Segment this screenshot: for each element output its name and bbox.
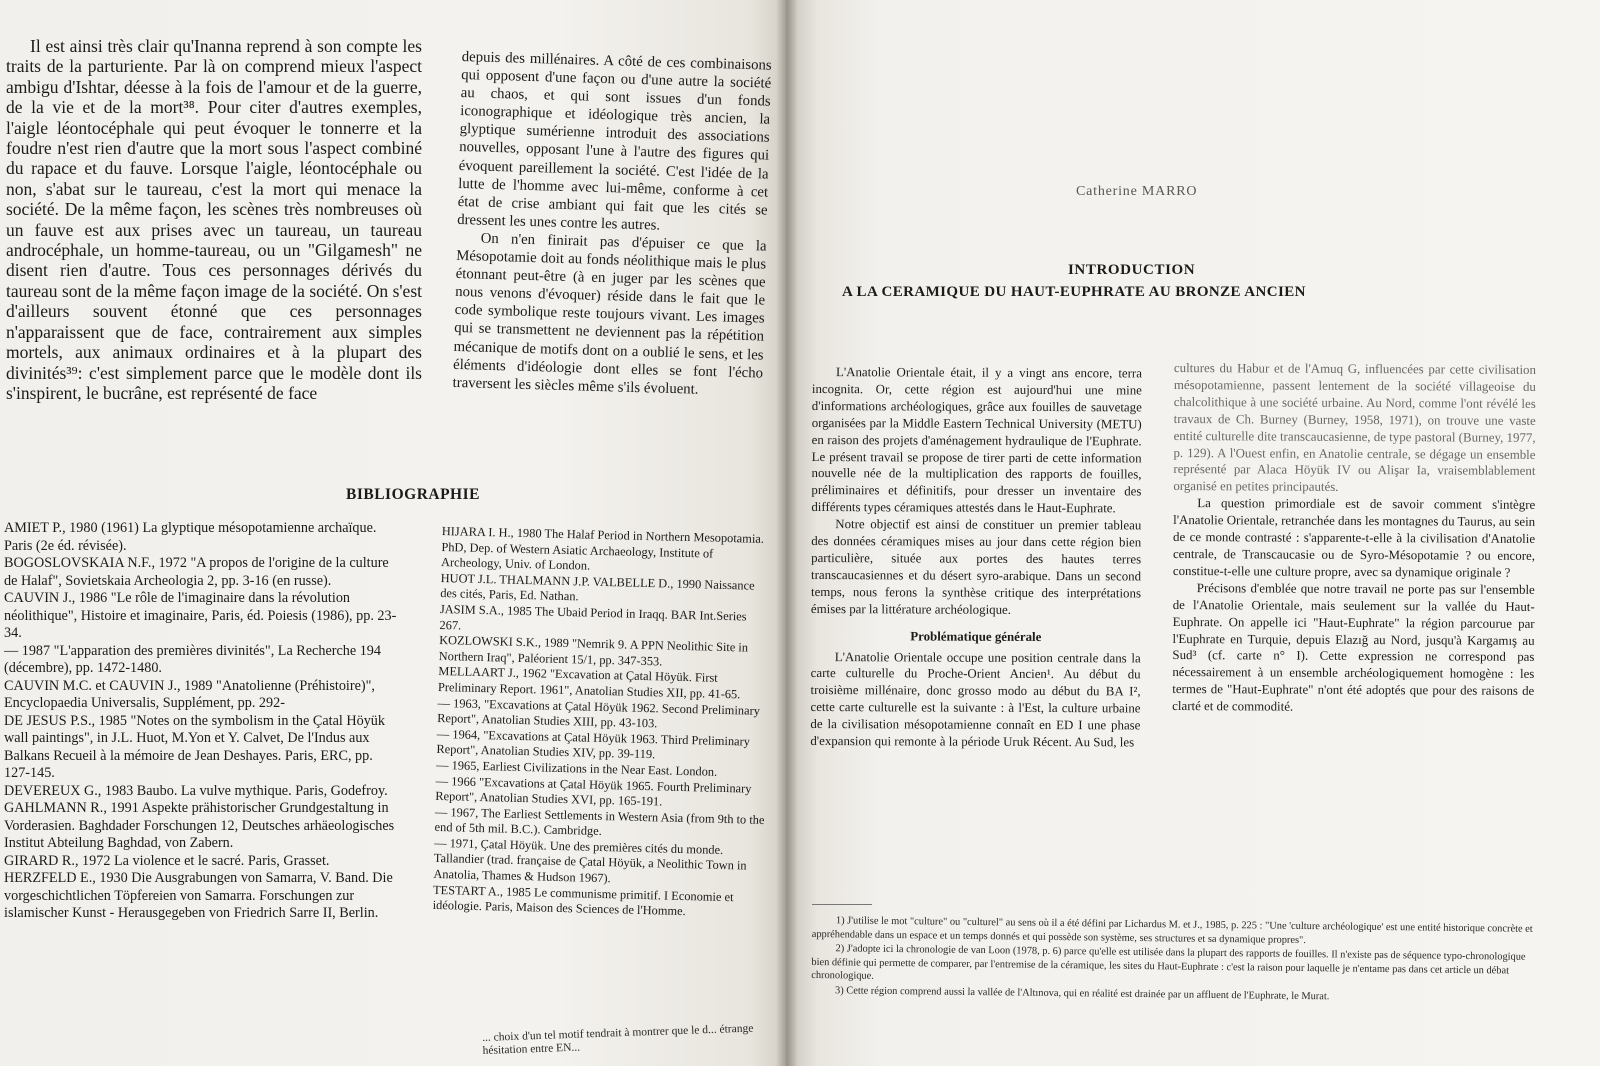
book-gutter xyxy=(776,0,798,1066)
footnotes xyxy=(811,914,1542,1007)
paragraph: L'Anatolie Orientale occupe une position centrale dans la carte culturelle du Proche-Orient Ancien¹. Au début du troisième millénaire, donc grosso modo au début du BA I², cette carte culturelle est la suivante : à l'Est, la culture urbaine de la civilisation mésopotamienne connaît en ED I une phase d'expansion qui remonte à la période Uruk Récent. Au Sud, les xyxy=(810,649,1141,750)
paragraph: cultures du Habur et de l'Amuq G, influencées par cette civilisation mésopotamienne, passent lentement de la société villageoise du chalcolithique à une société urbaine. Au Nord, comme l'ont révélé les travaux de Ch. Burney (Burney, 1958, 1971), on trouve une vaste entité culturelle dite transcaucasienne, de type pastoral (Burney, 1977, p. 129). A l'Ouest enfin, en Anatolie centrale, se dégage un ensemble représenté par Alaca Höyük IV ou Alişar Ia, vraisemblablement organisé en petites principautés. xyxy=(1173,361,1536,495)
bib-entry: — 1965, Earliest Civilizations in the Near East. London. xyxy=(435,757,718,779)
footnote: 2) J'adopte ici la chronologie de van Loon (1978, p. 6) parce qu'elle est utilisée dans la plupart des rapports de fouilles. Il n'existe pas de séquence typo-chronologique bien définie qui permette de comparer, par l'entremise de la céramique, les sites du Haut-Euphrate : c'est la raison pour laquelle je n'entame pas dans cet article un débat chronologique. xyxy=(811,943,1526,983)
paragraph: L'Anatolie Orientale était, il y a vingt ans encore, terra incognita. Or, cette région est aujourd'hui une mine d'informations archéologiques, grâce aux fouilles de sauvetage organisées par la Middle Eastern Technical University (METU) en raison des projets d'aménagement hydraulique de l'Euphrate. Le présent travail se propose de tirer parti de cette information nouvelle née de la multiplication des rapports de fouilles, préliminaires et définitifs, pour dresser un inventaire des différents types céramiques attestés dans le Haut-Euphrate. xyxy=(811,365,1142,516)
left-body-column-1 xyxy=(6,36,422,403)
bib-entry: CAUVIN M.C. et CAUVIN J., 1989 "Anatolienne (Préhistoire)", Encyclopaedia Universalis, Supplément, pp. 292- xyxy=(4,677,375,711)
bib-entry: AMIET P., 1980 (1961) La glyptique mésopotamienne archaïque. Paris (2e éd. révisée). xyxy=(4,520,377,554)
left-page xyxy=(0,0,790,1066)
paragraph: Précisons d'emblée que notre travail ne porte pas sur l'ensemble de l'Anatolie Orientale, mais seulement sur la vallée du Haut-Euphrate. On appelle ici "Haut-Euphrate" la région parcourue par l'Euphrate en Turquie, depuis Elazığ au Nord, jusqu'à Kargamış au Sud³ (cf. carte n° I). Cette expression ne correspond pas nécessairement à un ensemble archéologiquement homogène : les termes de "Haut-Euphrate" n'ont été adoptés que pour des raisons de clarté et de commodité. xyxy=(1172,580,1535,714)
footnote: 3) Cette région comprend aussi la vallée de l'Altınova, qui en réalité est drainée par un affluent de l'Euphrate, le Murat. xyxy=(834,985,1330,1003)
paragraph: On n'en finirait pas d'épuiser ce que la Mésopotamie doit au fonds néolithique mais le plus étonnant peut-être (à en juger par les scènes que nous venons d'évoquer) réside dans le fait que le code symbolique reste toujours vivant. Les images qui se transmettent ne deviennent pas la répétition mécanique de motifs dont on a oublié le sens, et les éléments d'idéologie dont elles se font l'écho traversent les siècles même s'ils évoluent. xyxy=(452,230,767,398)
paragraph: Notre objectif est ainsi de constituer un premier tableau des données céramiques mises au jour dans cette région bien particulière, située aux portes des hautes terres transcaucasiennes et du désert syro-arabique. Dans un second temps, nous ferons la synthèse critique des interprétations émises par la littérature archéologique. xyxy=(810,517,1142,617)
left-body-column-2 xyxy=(452,48,771,400)
section-subheading: Problématique générale xyxy=(910,629,1042,644)
article-title-line-1: INTRODUCTION xyxy=(1068,262,1196,278)
bib-entry: — 1967, The Earliest Settlements in Western Asia (from 9th to the end of 5th mil. B.C.). Cambridge. xyxy=(434,804,765,839)
bibliography-column-2 xyxy=(432,524,771,922)
bib-entry: HUOT J.L. THALMANN J.P. VALBELLE D., 1990 Naissance des cités, Paris, Ed. Nathan. xyxy=(440,570,755,604)
author-name: Catherine MARRO xyxy=(1076,184,1198,199)
bib-entry: DE JESUS P.S., 1985 "Notes on the symbolism in the Çatal Höyük wall paintings", in J.L. Huot, M.Yon et Y. Calvet, De l'Indus aux Balkans Recueil à la mémoire de Jean Deshayes. Paris, ERC, pp. 127-145. xyxy=(4,712,385,781)
paragraph: depuis des millénaires. A côté de ces combinaisons qui opposent d'une façon ou d'une autre la société au chaos, et qui sont issues d'un fonds iconographique et idéologique très ancien, la glyptique sumérienne introduit des associations nouvelles, opposant l'une à l'autre des figures qui évoquent pareillement la société. C'est l'idée de la lutte de l'homme avec lui-même, conforme à cet état de crise ambiant qui fait que les cités se dressent les unes contre les autres. xyxy=(456,48,772,234)
bib-entry: JASIM S.A., 1985 The Ubaid Period in Iraqq. BAR Int.Series 267. xyxy=(439,601,747,633)
bib-entry: — 1971, Çatal Höyük. Une des premières cités du monde. Tallandier (trad. française de Çatal Höyük, a Neolithic Town in Anatolia, Thames & Hudson 1967). xyxy=(433,835,747,886)
bib-entry: — 1987 "L'apparation des premières divinités", La Recherche 194 (décembre), pp. 1472-1480. xyxy=(4,642,381,676)
bib-entry: KOZLOWSKI S.K., 1989 "Nemrik 9. A PPN Neolithic Site in Northern Iraq", Paléorient 15/1, pp. 347-353. xyxy=(438,633,749,669)
bib-entry: DEVEREUX G., 1983 Baubo. La vulve mythique. Paris, Godefroy. xyxy=(4,782,388,799)
bibliography-column-1 xyxy=(4,520,400,923)
paragraph: Il est ainsi très clair qu'Inanna reprend à son compte les traits de la parturiente. Par là on comprend mieux l'aspect ambigu d'Ishtar, déesse à la fois de l'amour et de la guerre, de la vie et de la mort³⁸. Pour citer d'autres exemples, l'aigle léontocéphale qui peut évoquer le tonnerre et la foudre n'est rien d'autre que la mort sous l'aspect combiné du rapace et du fauve. Lorsque l'aigle, léontocéphale ou non, s'abat sur le taureau, c'est la mort qui menace la société. De la même façon, les scènes très nombreuses où un fauve est aux prises avec un taureau, un taureau androcéphale, un homme-taureau, ou un "Gilgamesh" ne disent rien d'autre. Tous ces personnages dérivés du taureau sont de la même façon image de la société. On s'est d'ailleurs souvent étonné que ces personnages n'apparaissent que de face, contrairement aux simples mortels, aux animaux ordinaires et à la plupart des divinités³⁹: c'est simplement parce que le modèle dont ils s'inspirent, le bucrâne, est représenté de face xyxy=(6,36,422,403)
bottom-text-fragment: ... choix d'un tel motif tendrait à montrer que le d... étrange hésitation entre EN... xyxy=(482,1022,754,1057)
footnote: 1) J'utilise le mot "culture" ou "culturel" au sens où il a été défini par Lichardus M. et J., 1985, p. 225 : "Une 'culture archéologique' est une entité historique concrète et appréhendable dans un espace et un temps donnés et qui possède son système, ses structures et sa dynamique propres". xyxy=(811,915,1533,946)
bib-entry: — 1964, "Excavations at Çatal Höyük 1963. Third Preliminary Report", Anatolian Studies XIV, pp. 39-119. xyxy=(436,726,751,762)
right-page xyxy=(786,0,1600,1066)
bib-entry: — 1966 "Excavations at Çatal Höyük 1965. Fourth Preliminary Report", Anatolian Studies XVI, pp. 165-191. xyxy=(435,773,752,809)
article-column-2 xyxy=(1172,360,1536,717)
article-title-line-2: A LA CERAMIQUE DU HAUT-EUPHRATE AU BRONZE ANCIEN xyxy=(842,284,1306,300)
bib-entry: BOGOSLOVSKAIA N.F., 1972 "A propos de l'origine de la culture de Halaf", Sovietskaia Archeologia 2, pp. 3-16 (en russe). xyxy=(4,555,389,589)
bib-entry: HIJARA I. H., 1980 The Halaf Period in Northern Mesopotamia. PhD, Dep. of Western Asiatic Archaeology, Institute of Archeology, Univ. of London. xyxy=(440,524,765,573)
bib-entry: HERZFELD E., 1930 Die Ausgrabungen von Samarra, V. Band. Die vorgeschichtlichen Töpfereien von Samarra. Forschungen zur islamischer Kunst - Herausgegeben von Friedrich Sarre II, Berlin. xyxy=(4,870,393,921)
bib-entry: CAUVIN J., 1986 "Le rôle de l'imaginaire dans la révolution néolithique", Histoire et imaginaire, Paris, éd. Poiesis (1986), pp. 23-34. xyxy=(4,590,397,641)
paragraph: La question primordiale est de savoir comment s'intègre l'Anatolie Orientale, retranchée dans les montagnes du Taurus, au sein de ce monde contrasté : s'apparente-t-elle à la civilisation d'Anatolie centrale, de Transcaucasie ou de Syro-Mésopotamie ? ou encore, constitue-t-elle une culture propre, avec sa dynamique originale ? xyxy=(1172,496,1536,580)
bib-entry: GIRARD R., 1972 La violence et le sacré. Paris, Grasset. xyxy=(4,852,330,869)
bib-entry: — 1963, "Excavations at Çatal Höyük 1962. Second Preliminary Report", Anatolian Studies XIII, pp. 43-103. xyxy=(437,695,761,731)
article-column-1 xyxy=(810,364,1142,751)
bib-entry: TESTART A., 1985 Le communisme primitif. I Economie et idéologie. Paris, Maison des Sciences de l'Homme. xyxy=(432,882,734,919)
bib-entry: GAHLMANN R., 1991 Aspekte prähistorischer Grundgestaltung in Vorderasien. Baghdader Forschungen 12, Deutsches arhäeologisches Institut Abteilung Baghdad, von Zabern. xyxy=(4,800,395,851)
bibliography-heading: BIBLIOGRAPHIE xyxy=(346,486,480,503)
footnote-rule xyxy=(812,904,872,905)
bib-entry: MELLAART J., 1962 "Excavation at Çatal Höyük. First Preliminary Report. 1961", Anatolian Studies XII, pp. 41-65. xyxy=(437,664,741,702)
